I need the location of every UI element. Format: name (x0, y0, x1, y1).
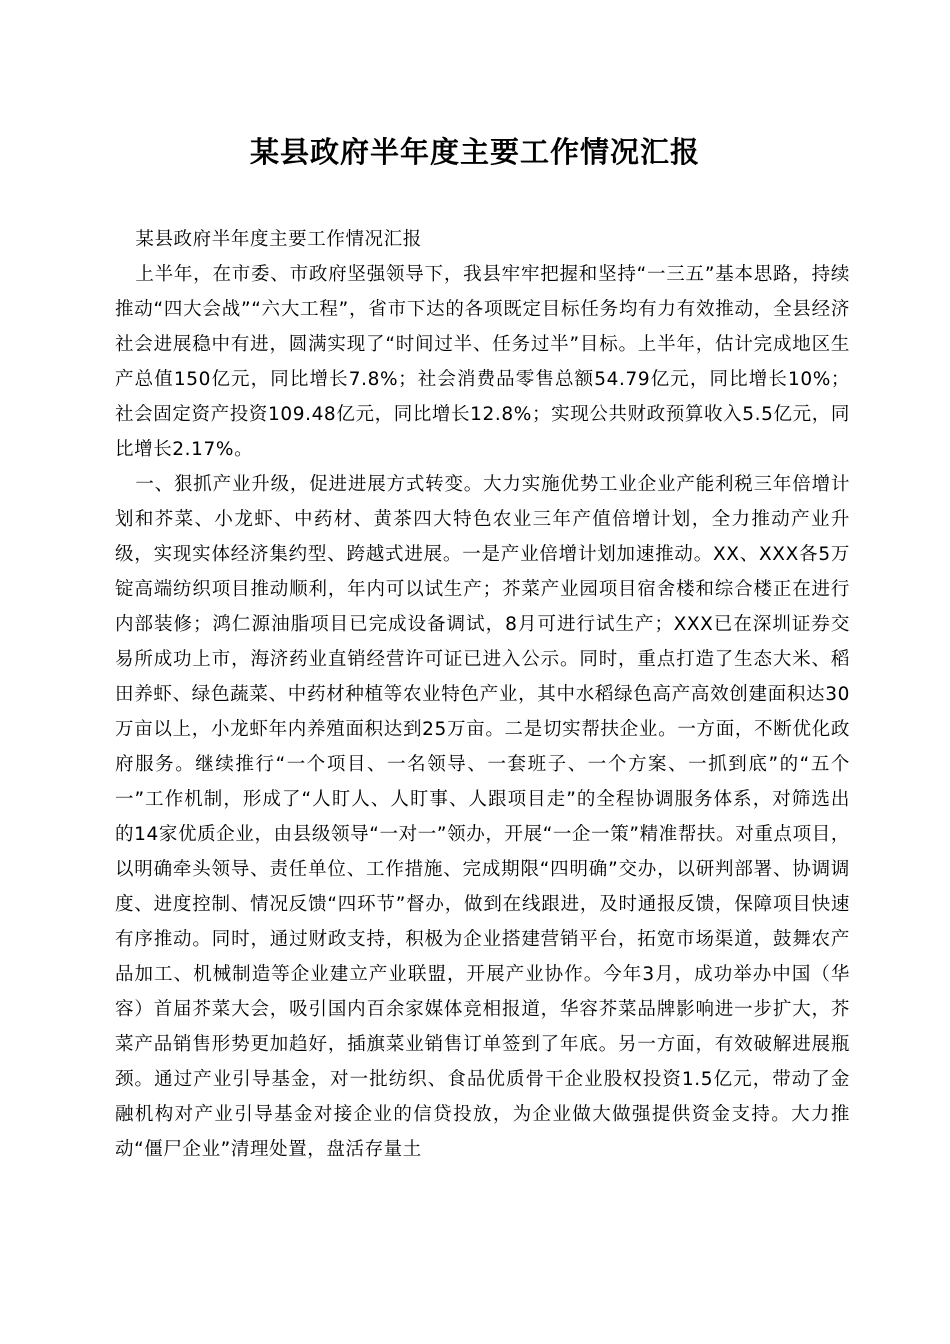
document-subtitle: 某县政府半年度主要工作情况汇报 (135, 229, 422, 250)
document-body (115, 222, 850, 1167)
paragraph-section-one: 一、狠抓产业升级，促进进展方式转变。大力实施优势工业企业产能利税三年倍增计划和芥菜、小龙虾、中药材、黄茶四大特色农业三年产值倍增计划，全力推动产业升级，实现实体经济集约型、跨越式进展。一是产业倍增计划加速推动。XX、XXX各5万锭高端纺织项目推动顺利，年内可以试生产；芥菜产业园项目宿舍楼和综合楼正在进行内部装修；鸿仁源油脂项目已完成设备调试，8月可进行试生产；XXX已在深圳证券交易所成功上市，海济药业直销经营许可证已进入公示。同时，重点打造了生态大米、稻田养虾、绿色蔬菜、中药材种植等农业特色产业，其中水稻绿色高产高效创建面积达30万亩以上，小龙虾年内养殖面积达到25万亩。二是切实帮扶企业。一方面，不断优化政府服务。继续推行“一个项目、一名领导、一套班子、一个方案、一抓到底”的“五个一”工作机制，形成了“人盯人、人盯事、人跟项目走”的全程协调服务体系，对筛选出的14家优质企业，由县级领导“一对一”领办，开展“一企一策”精准帮扶。对重点项目，以明确牵头领导、责任单位、工作措施、完成期限“四明确”交办，以研判部署、协调调度、进度控制、情况反馈“四环节”督办，做到在线跟进，及时通报反馈，保障项目快速有序推动。同时，通过财政支持，积极为企业搭建营销平台，拓宽市场渠道，鼓舞农产品加工、机械制造等企业建立产业联盟，开展产业协作。今年3月，成功举办中国（华容）首届芥菜大会，吸引国内百余家媒体竞相报道，华容芥菜品牌影响进一步扩大，芥菜产品销售形势更加趋好，插旗菜业销售订单签到了年底。另一方面，有效破解进展瓶颈。通过产业引导基金，对一批纺织、食品优质骨干企业股权投资1.5亿元，带动了金融机构对产业引导基金对接企业的信贷投放，为企业做大做强提供资金支持。大力推动“僵尸企业”清理处置，盘活存量土 (115, 474, 850, 1160)
paragraph-summary: 上半年，在市委、市政府坚强领导下，我县牢牢把握和坚持“一三五”基本思路，持续推动“四大会战”“六大工程”，省市下达的各项既定目标任务均有力有效推动，全县经济社会进展稳中有进，圆满实现了“时间过半、任务过半”目标。上半年，估计完成地区生产总值150亿元，同比增长7.8%；社会消费品零售总额54.79亿元，同比增长10%；社会固定资产投资109.48亿元，同比增长12.8%；实现公共财政预算收入5.5亿元，同比增长2.17%。 (115, 264, 850, 460)
document-title: 某县政府半年度主要工作情况汇报 (249, 135, 700, 169)
